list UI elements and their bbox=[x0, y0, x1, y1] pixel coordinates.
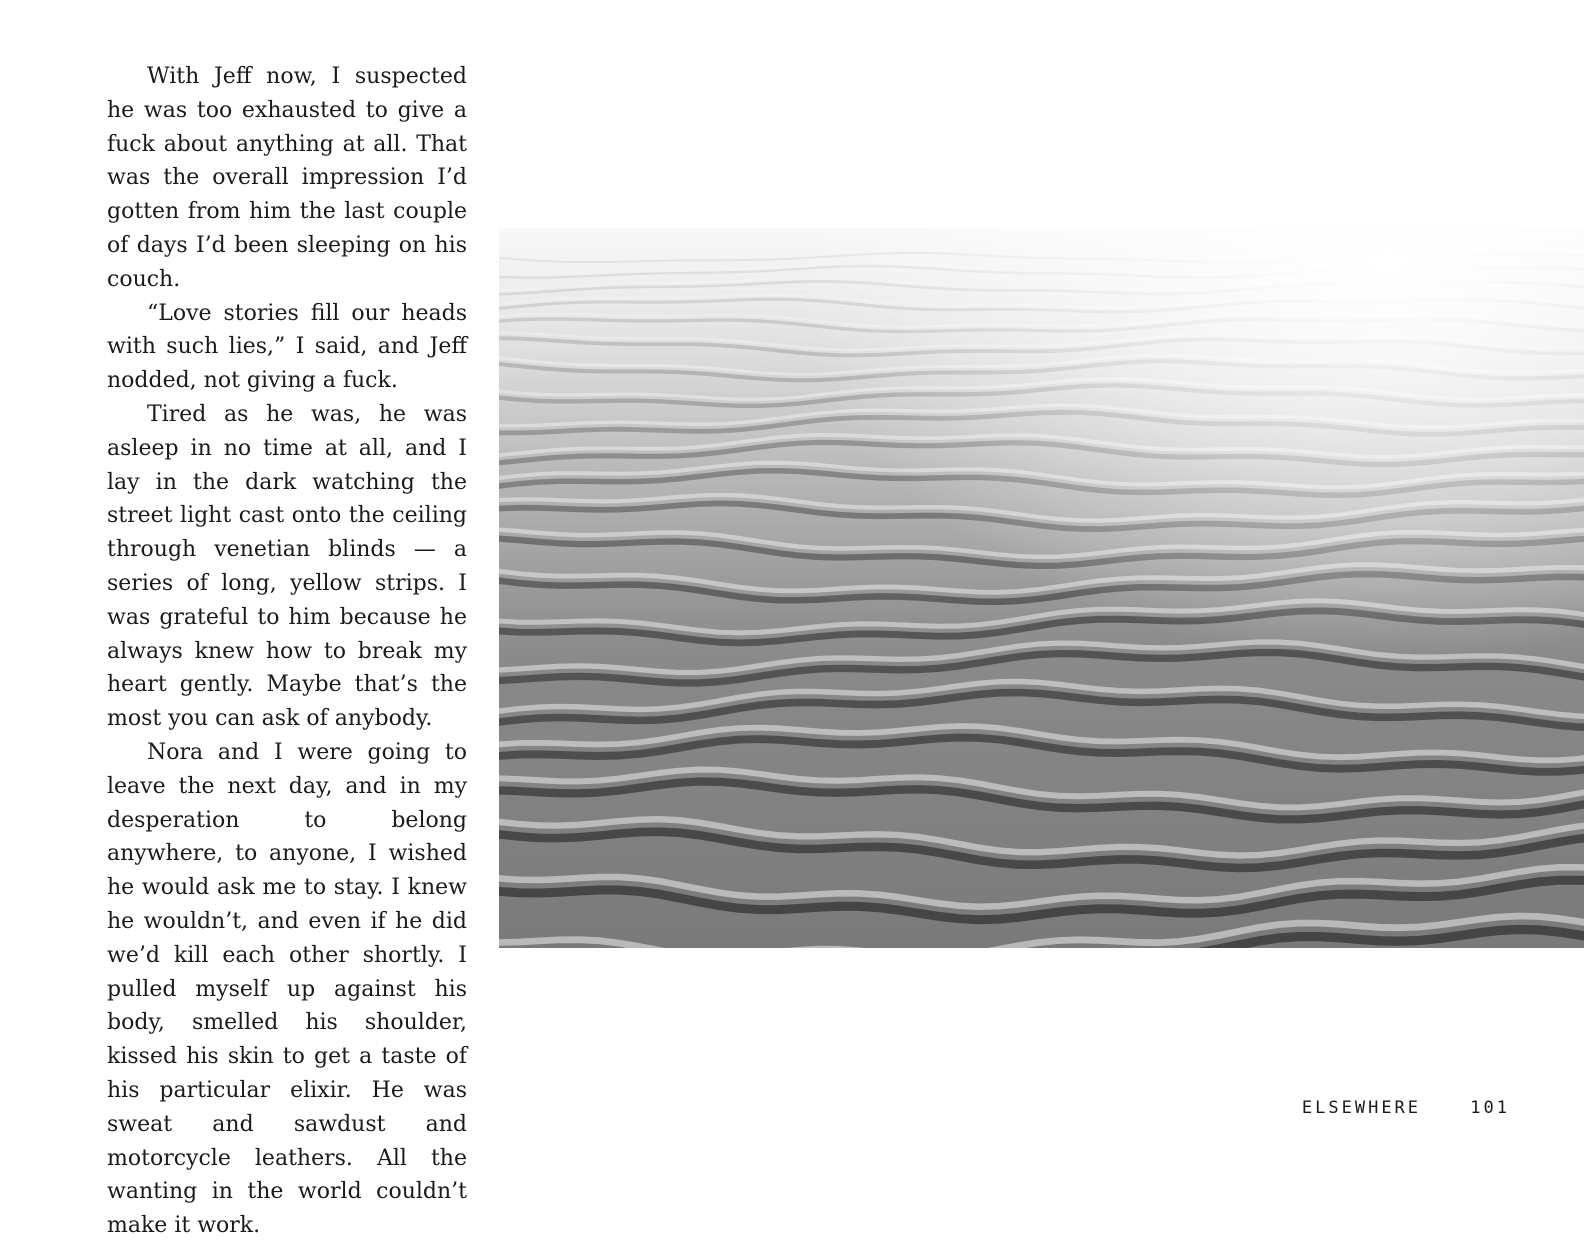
page-footer bbox=[1302, 1098, 1510, 1118]
running-title: ELSEWHERE bbox=[1301, 1098, 1422, 1118]
sand-ripples-photo bbox=[499, 228, 1584, 948]
page-number: 101 bbox=[1470, 1098, 1510, 1118]
paragraph-2: “Love stories fill our heads with such lies,” I said, and Jeff nodded, not giving a fuck. bbox=[107, 300, 467, 394]
paragraph-1: With Jeff now, I suspected he was too exhausted to give a fuck about anything at all. That was the overall impression I’d gotten from him the last couple of days I’d been sleeping on his couch. bbox=[107, 64, 467, 292]
body-text bbox=[107, 60, 467, 1243]
paragraph-4: Nora and I were going to leave the next day, and in my desperation to belong anywhere, to anyone, I wished he would ask me to stay. I knew he wouldn’t, and even if he did we’d kill each other shortly. I pulled myself up against his body, smelled his shoulder, kissed his skin to get a taste of his particular elixir. He was sweat and sawdust and motorcycle leathers. All the wanting in the world couldn’t make it work. bbox=[107, 739, 467, 1239]
paragraph-3: Tired as he was, he was asleep in no time at all, and I lay in the dark watching the street light cast onto the ceiling through venetian blinds — a series of long, yellow strips. I was grateful to him because he always knew how to break my heart gently. Maybe that’s the most you can ask of anybody. bbox=[107, 401, 467, 732]
